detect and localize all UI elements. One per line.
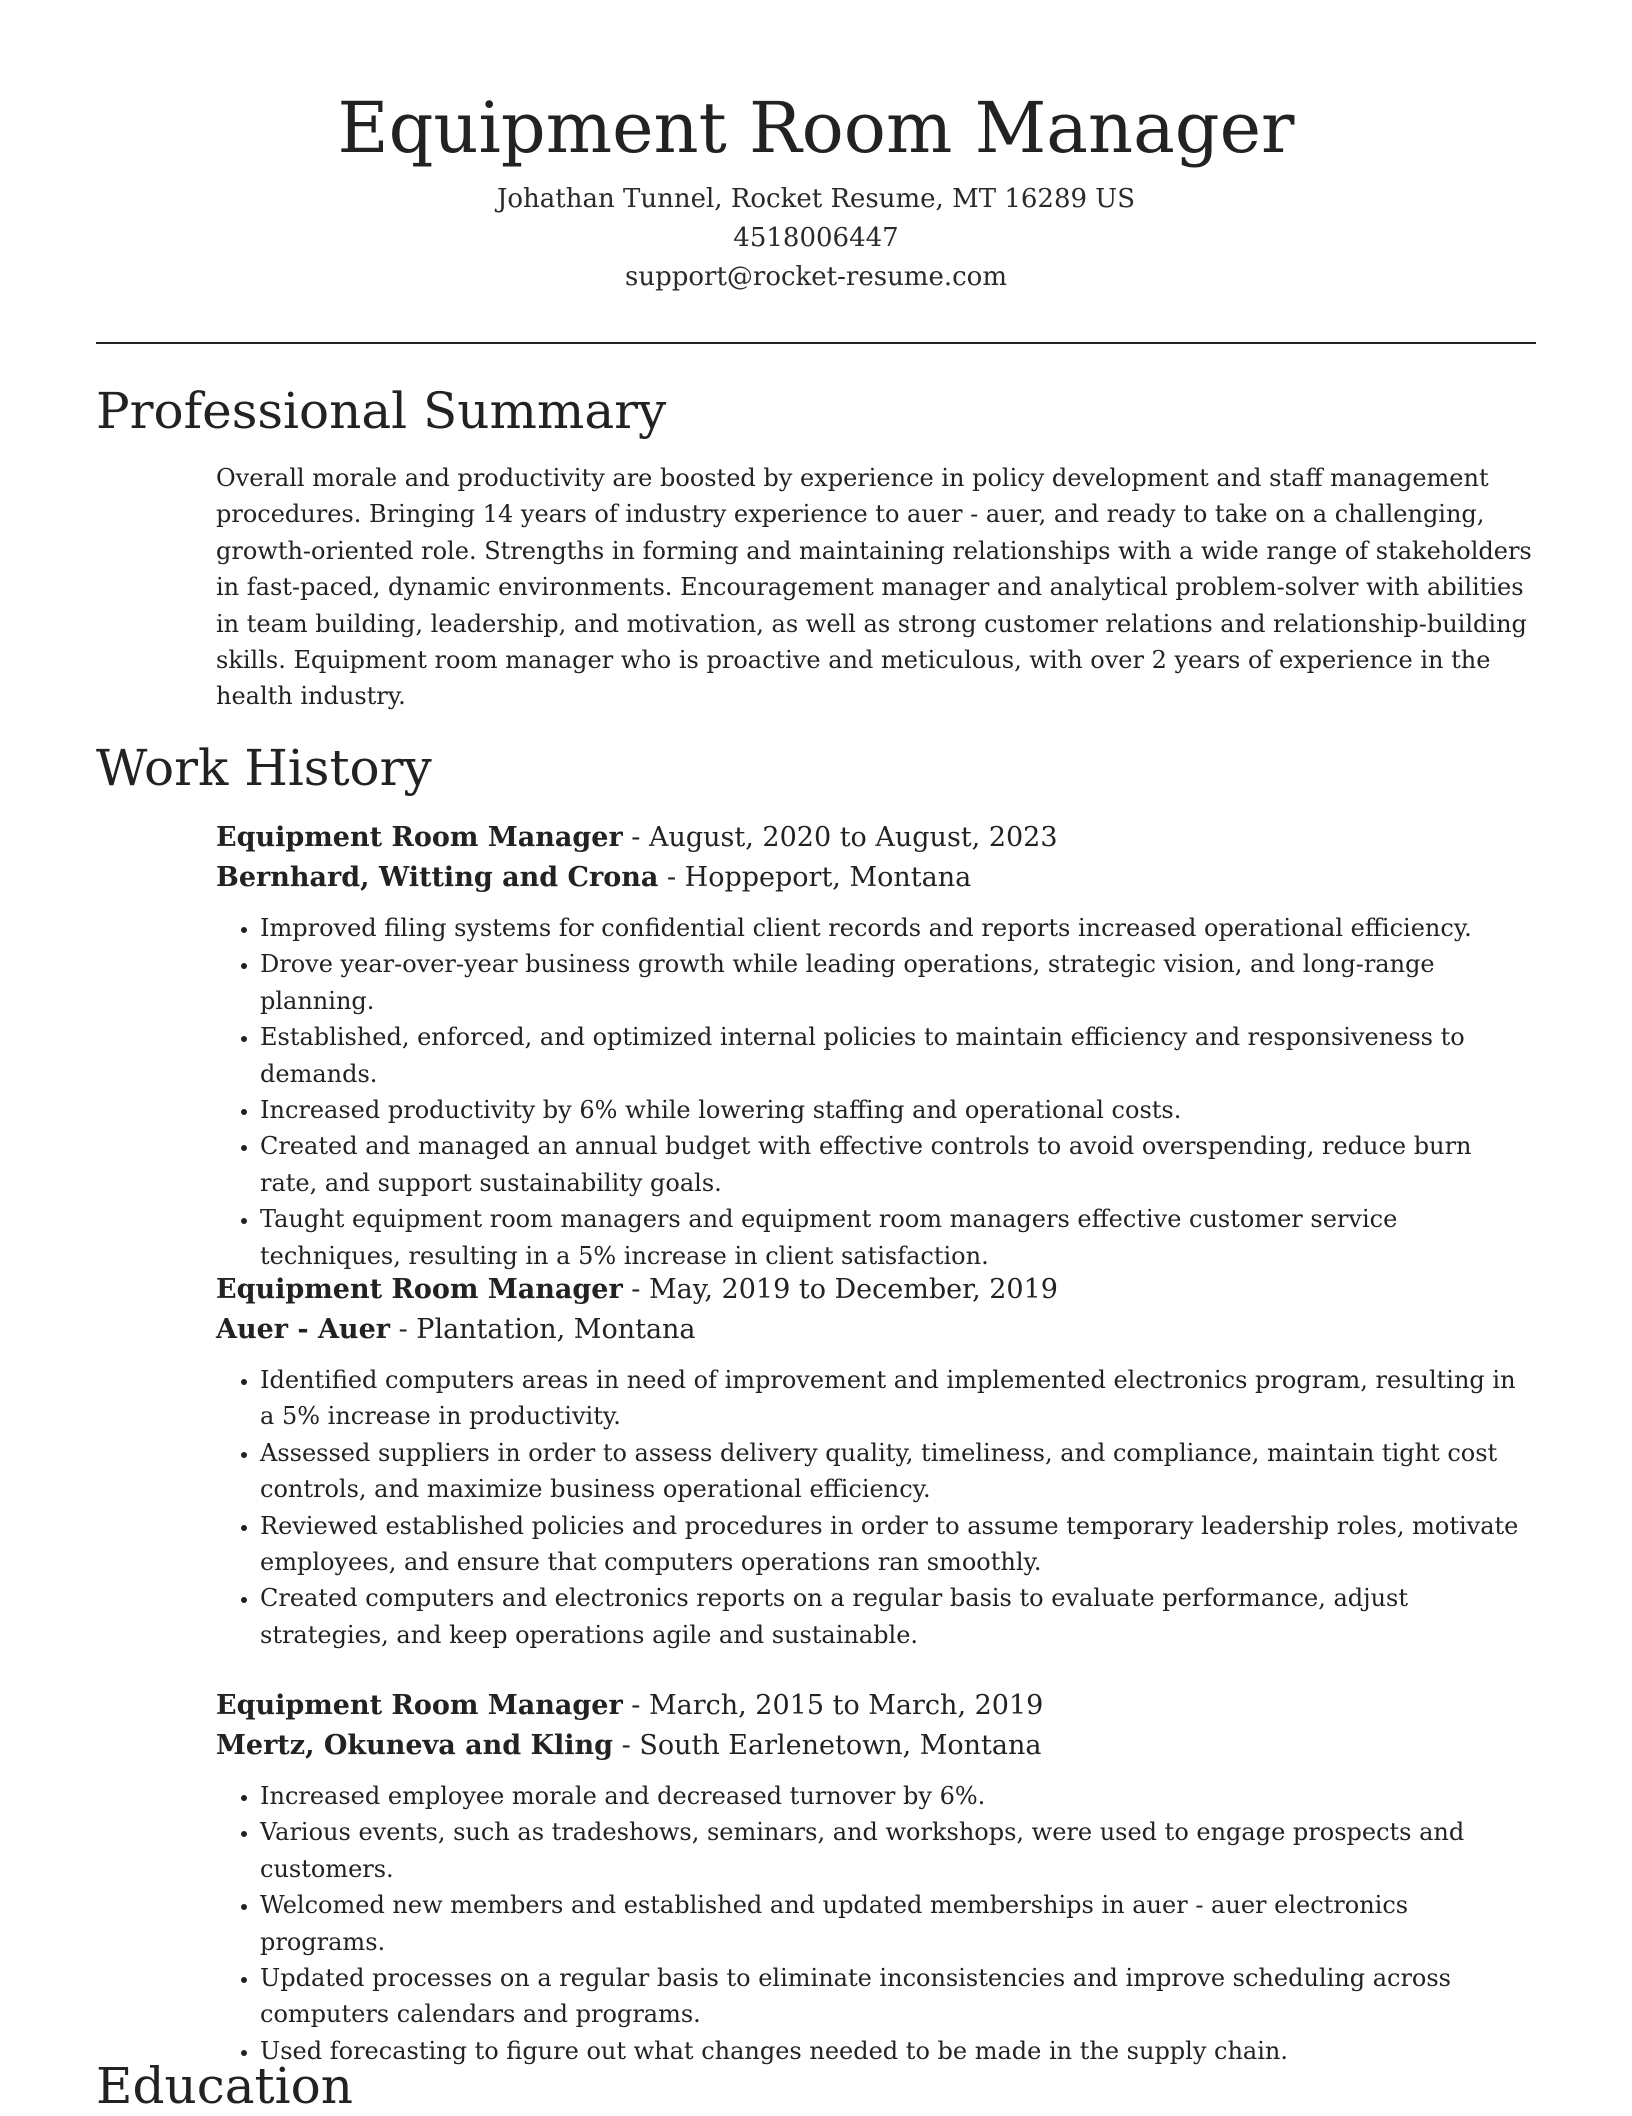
job-bullets <box>216 1778 1536 2069</box>
company-location: - South Earlenetown, Montana <box>613 1730 1042 1761</box>
phone: 4518006447 <box>733 223 899 253</box>
job-title-line <box>216 818 1536 858</box>
job-title-line <box>216 1686 1536 1726</box>
list-item: • Welcomed new members and established and updated memberships in auer - auer electronics programs. <box>260 1887 1536 1960</box>
company-name: Mertz, Okuneva and Kling <box>216 1730 614 1761</box>
summary-text: Overall morale and productivity are boosted by experience in policy development and staff management procedures. Bringing 14 years of industry experience to auer - auer, and ready to take on a challenging, growth-oriented role. Strengths in forming and maintaining relationships with a wide range of stakeholders in fast-paced, dynamic environments. Encouragement manager and analytical problem-solver with abilities in team building, leadership, and motivation, as well as strong customer relations and relationship-building skills. Equipment room manager who is proactive and meticulous, with over 2 years of experience in the health industry. <box>216 464 1532 711</box>
list-item: • Identified computers areas in need of improvement and implemented electronics program, resulting in a 5% increase in productivity. <box>260 1362 1536 1435</box>
list-item: • Created and managed an annual budget with effective controls to avoid overspending, reduce burn rate, and support sustainability goals. <box>260 1128 1536 1201</box>
list-item: • Taught equipment room managers and equipment room managers effective customer service techniques, resulting in a 5% increase in client satisfaction. <box>260 1201 1536 1274</box>
job-role: Equipment Room Manager <box>216 1690 623 1721</box>
company-location: - Hoppeport, Montana <box>658 862 972 893</box>
email: support@rocket-resume.com <box>624 262 1007 292</box>
list-item: • Improved filing systems for confidential client records and reports increased operational efficiency. <box>260 910 1536 946</box>
contact-info <box>0 180 1632 297</box>
job-dates: - March, 2015 to March, 2019 <box>622 1690 1044 1721</box>
job-dates: - August, 2020 to August, 2023 <box>622 822 1058 853</box>
job-bullets <box>216 910 1536 1274</box>
company-line <box>216 1310 1536 1350</box>
list-item: • Drove year-over-year business growth while leading operations, strategic vision, and long-range planning. <box>260 946 1536 1019</box>
company-location: - Plantation, Montana <box>389 1314 696 1345</box>
list-item: • Increased employee morale and decreased turnover by 6%. <box>260 1778 1536 1814</box>
company-line <box>216 1726 1536 1766</box>
header-divider <box>96 342 1536 344</box>
company-line <box>216 858 1536 898</box>
list-item: • Established, enforced, and optimized internal policies to maintain efficiency and responsiveness to demands. <box>260 1019 1536 1092</box>
address: Johathan Tunnel, Rocket Resume, MT 16289 US <box>496 184 1136 214</box>
list-item: • Created computers and electronics reports on a regular basis to evaluate performance, adjust strategies, and keep operations agile and sustainable. <box>260 1580 1536 1653</box>
list-item: • Reviewed established policies and procedures in order to assume temporary leadership roles, motivate employees, and ensure that computers operations ran smoothly. <box>260 1508 1536 1581</box>
section-title-education: Education <box>96 2057 353 2115</box>
job-role: Equipment Room Manager <box>216 1274 623 1305</box>
resume-header <box>0 0 1632 297</box>
list-item: • Increased productivity by 6% while lowering staffing and operational costs. <box>260 1092 1536 1128</box>
list-item: • Updated processes on a regular basis to eliminate inconsistencies and improve scheduling across computers calendars and programs. <box>260 1960 1536 2033</box>
job-role: Equipment Room Manager <box>216 822 623 853</box>
list-item: • Assessed suppliers in order to assess delivery quality, timeliness, and compliance, maintain tight cost controls, and maximize business operational efficiency. <box>260 1435 1536 1508</box>
job-dates: - May, 2019 to December, 2019 <box>622 1274 1058 1305</box>
company-name: Bernhard, Witting and Crona <box>216 862 659 893</box>
job-entry <box>216 818 1536 1274</box>
company-name: Auer - Auer <box>216 1314 390 1345</box>
section-title-work-history: Work History <box>96 739 432 797</box>
section-title-summary: Professional Summary <box>96 382 667 440</box>
job-entry <box>216 1270 1536 1653</box>
job-title-line <box>216 1270 1536 1310</box>
job-bullets <box>216 1362 1536 1653</box>
summary-section <box>216 460 1536 715</box>
list-item: • Used forecasting to figure out what changes needed to be made in the supply chain. <box>260 2033 1536 2069</box>
resume-title: Equipment Room Manager <box>337 87 1295 169</box>
job-entry <box>216 1686 1536 2069</box>
list-item: • Various events, such as tradeshows, seminars, and workshops, were used to engage prospects and customers. <box>260 1814 1536 1887</box>
